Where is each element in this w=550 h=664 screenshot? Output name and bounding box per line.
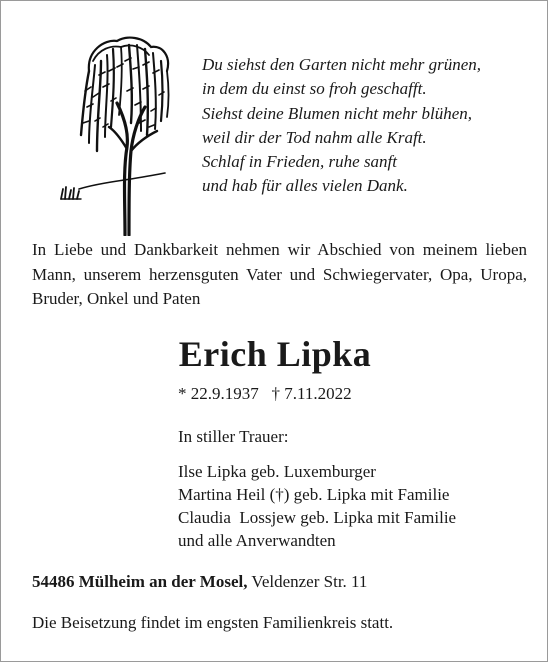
poem-line: Du siehst den Garten nicht mehr grünen, [202,55,482,74]
poem-line: weil dir der Tod nahm alle Kraft. [202,127,427,147]
mourners-list [178,460,456,552]
death-date: † 7.11.2022 [271,384,352,403]
poem-line: in dem du einst so froh geschafft. [202,79,427,99]
deceased-name: Erich Lipka [178,334,372,374]
mourner-entry: und alle Anverwandten [178,531,336,550]
mourner-entry: Martina Heil (†) geb. Lipka mit Familie [178,485,450,504]
address-city: 54486 Mülheim an der Mosel, [32,572,248,591]
burial-notice: Die Beisetzung findet im engsten Familienkreis statt. [32,613,394,632]
address-street: Veldenzer Str. 11 [247,572,368,591]
poem-verse [202,53,481,199]
poem-line: Siehst deine Blumen nicht mehr blühen, [202,103,473,123]
poem-line: Schlaf in Frieden, ruhe sanft [202,152,398,172]
family-address [32,572,367,592]
birth-date: * 22.9.1937 [178,384,259,403]
mourner-entry: Ilse Lipka geb. Luxemburger [178,462,376,481]
poem-line: und hab für alles vielen Dank. [202,176,408,196]
life-dates [178,384,352,404]
weeping-willow-illustration [59,31,181,236]
mourning-heading: In stiller Trauer: [178,427,289,446]
farewell-intro-text: In Liebe und Dankbarkeit nehmen wir Abschied von meinem lieben Mann, unserem herzensguten Vater und Schwiegervater, Opa, Uropa, Bruder, Onkel und Paten [32,240,527,308]
mourner-entry: Claudia Lossjew geb. Lipka mit Familie [178,508,457,527]
